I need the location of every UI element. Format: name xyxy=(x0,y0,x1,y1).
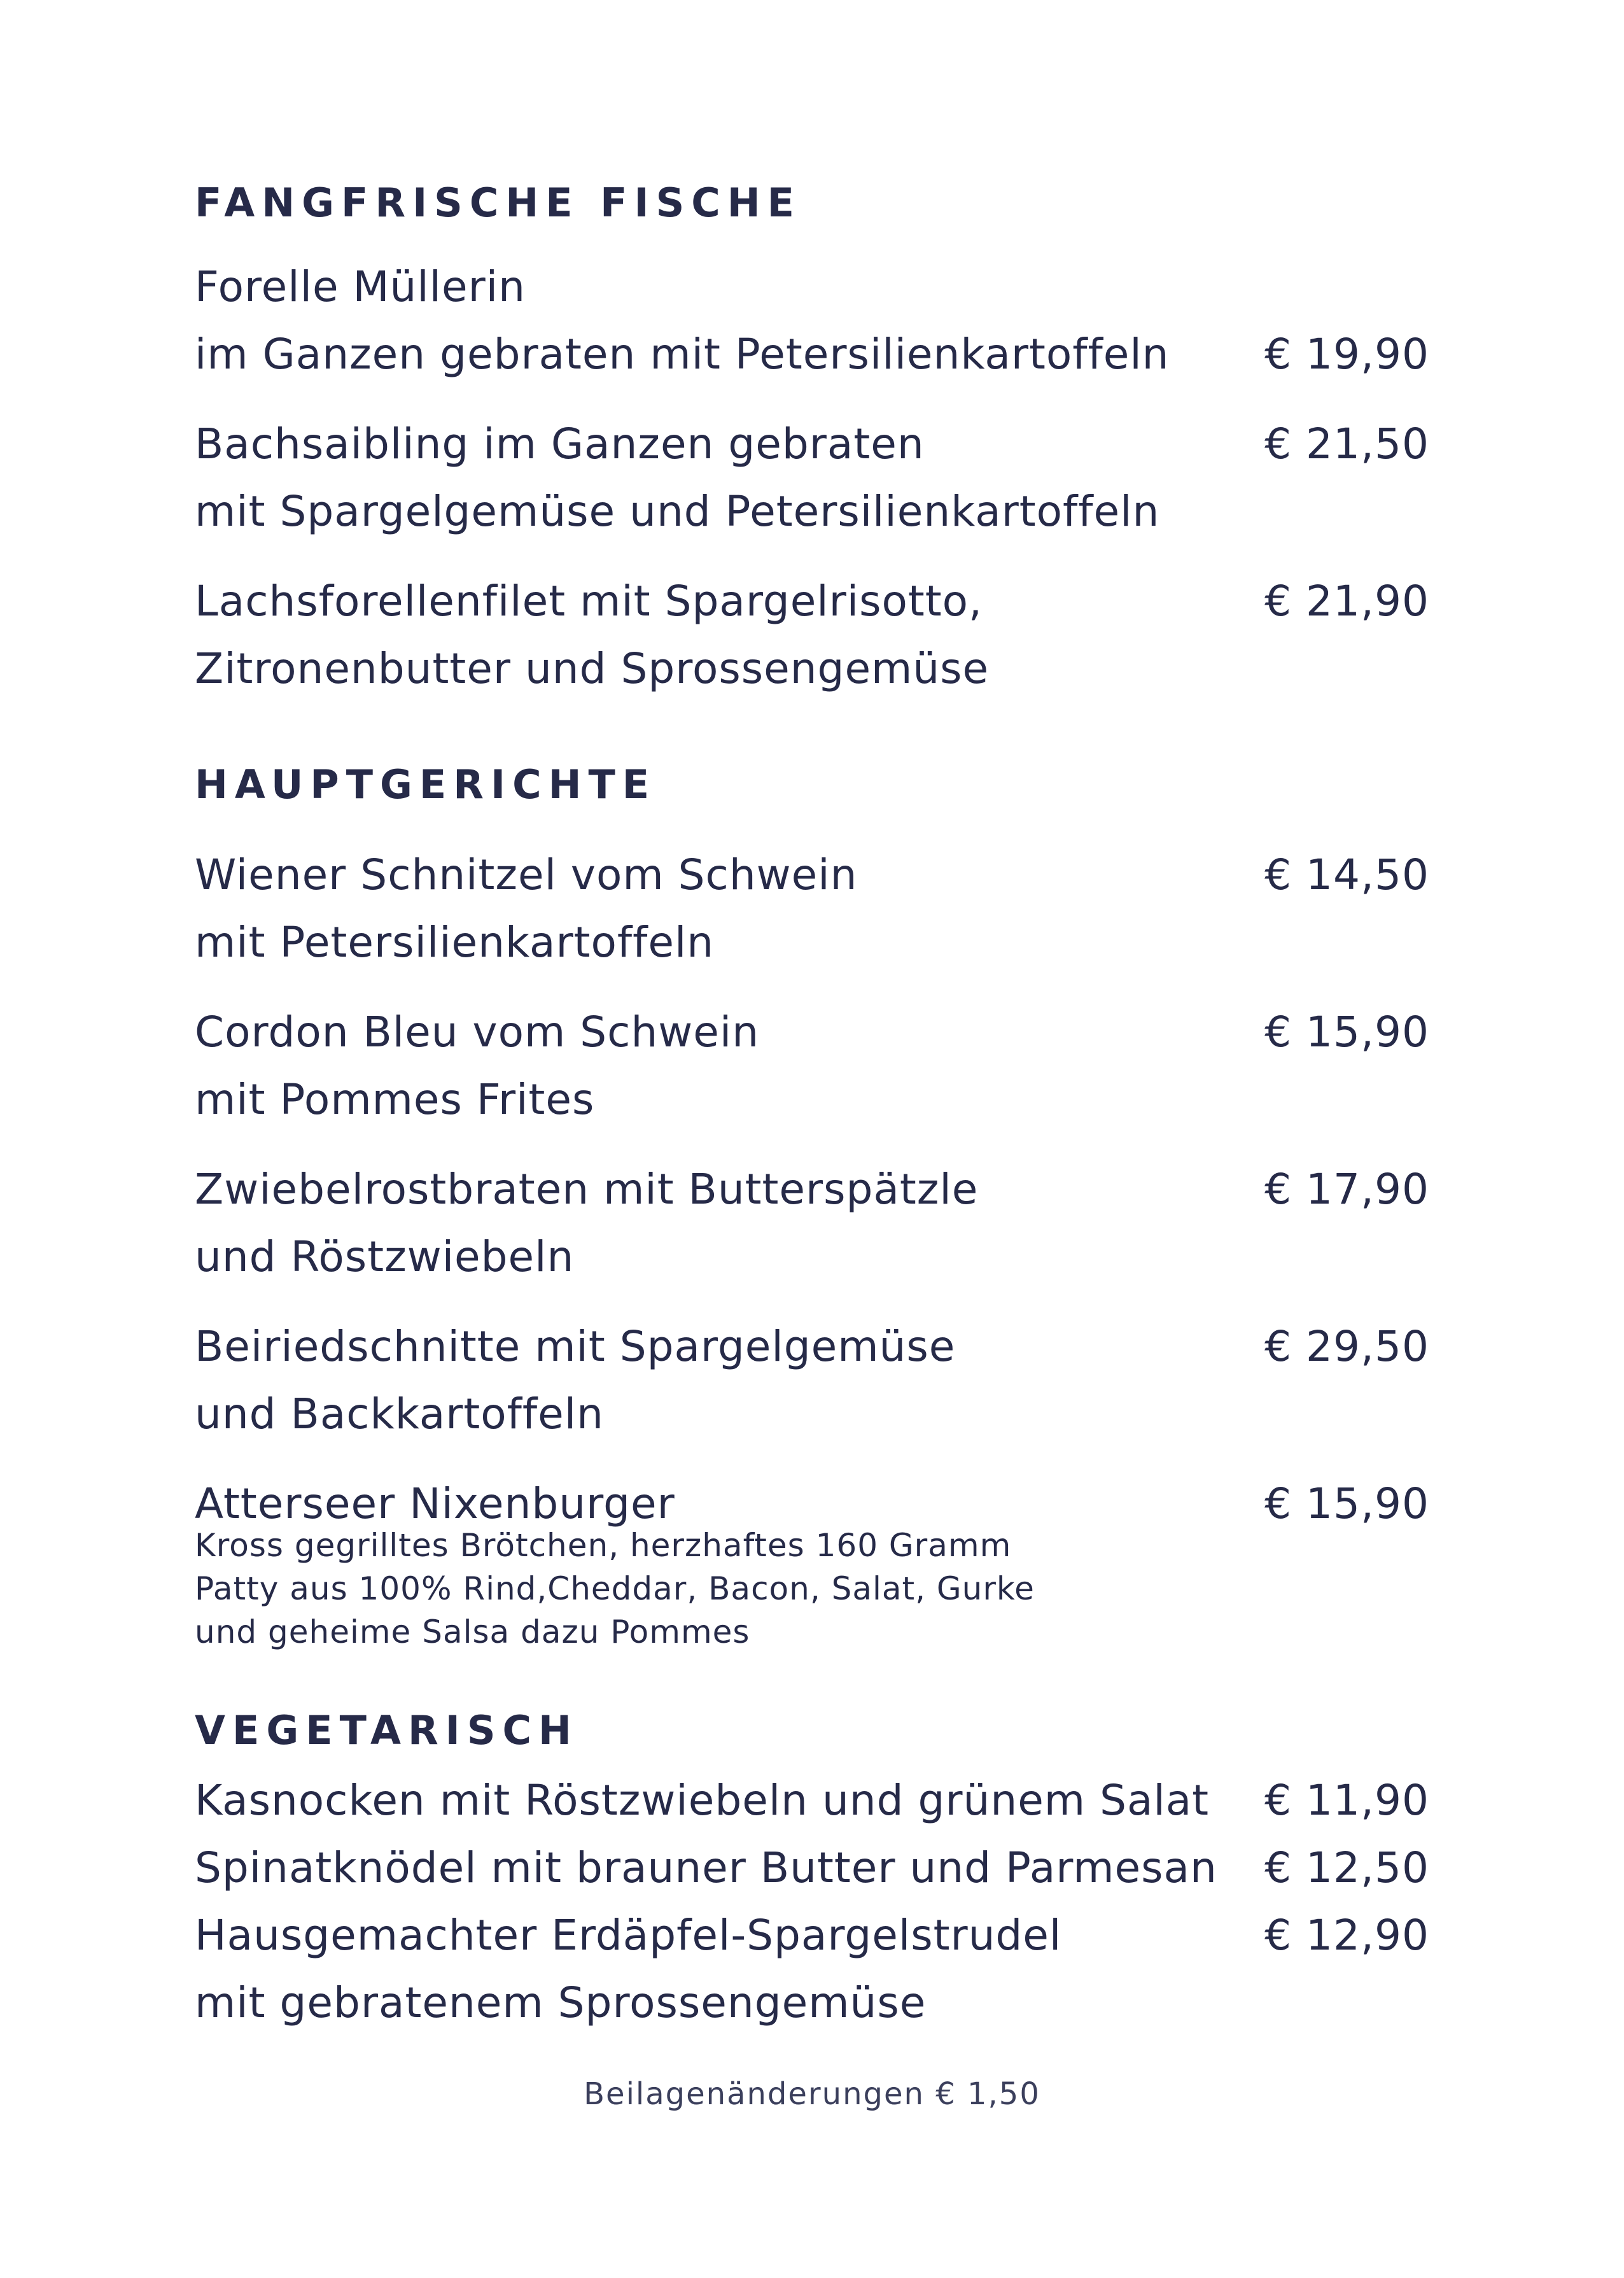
menu-item-subline: mit Spargelgemüse und Petersilienkartoffeln xyxy=(195,487,1160,536)
menu-item xyxy=(195,1767,1429,1834)
menu-item-description xyxy=(195,1767,1209,1834)
menu-item-price: € 15,90 xyxy=(1264,1479,1429,1528)
menu-item-subline: mit Petersilienkartoffeln xyxy=(195,918,715,967)
menu-item-price: € 15,90 xyxy=(1264,1008,1429,1057)
menu-item-description xyxy=(195,1902,1061,2037)
menu-item-price: € 12,50 xyxy=(1264,1843,1429,1892)
menu-item-description xyxy=(195,999,759,1134)
menu-item-description xyxy=(195,253,1169,388)
menu-item-detail: und geheime Salsa dazu Pommes xyxy=(195,1614,750,1650)
menu-item-price: € 21,90 xyxy=(1264,577,1429,626)
menu-item xyxy=(195,411,1429,545)
menu-item-subline: im Ganzen gebraten mit Petersilienkartoffeln xyxy=(195,330,1170,379)
menu-page xyxy=(195,0,1429,2278)
menu-item-subline: und Röstzwiebeln xyxy=(195,1232,575,1281)
menu-item-name: Spinatknödel mit brauner Butter und Parmesan xyxy=(195,1843,1217,1892)
menu-item-name: Wiener Schnitzel vom Schwein xyxy=(195,850,858,899)
menu-item-name: Zwiebelrostbraten mit Butterspätzle xyxy=(195,1165,979,1214)
menu-item-detail: Kross gegrilltes Brötchen, herzhaftes 160 Gramm xyxy=(195,1527,1012,1564)
section-title-main-courses: HAUPTGERICHTE xyxy=(195,761,657,808)
menu-item-description xyxy=(195,411,1159,545)
menu-item-subline: mit Pommes Frites xyxy=(195,1075,595,1124)
menu-item xyxy=(195,568,1429,703)
menu-item-price: € 17,90 xyxy=(1264,1165,1429,1214)
menu-item-subline: mit gebratenem Sprossengemüse xyxy=(195,1978,927,2027)
section-title-vegetarian: VEGETARISCH xyxy=(195,1707,578,1754)
menu-item-price: € 11,90 xyxy=(1264,1776,1429,1825)
menu-item xyxy=(195,1313,1429,1448)
menu-item xyxy=(195,999,1429,1134)
menu-item-description xyxy=(195,568,989,703)
menu-item-name: Cordon Bleu vom Schwein xyxy=(195,1008,760,1057)
section-title-fish: FANGFRISCHE FISCHE xyxy=(195,179,801,226)
side-dish-change-note: Beilagenänderungen € 1,50 xyxy=(584,2076,1040,2112)
menu-item-description xyxy=(195,1834,1217,1902)
menu-item xyxy=(195,1902,1429,2037)
menu-item-detail: Patty aus 100% Rind,Cheddar, Bacon, Salat, Gurke xyxy=(195,1570,1035,1607)
menu-item-price: € 19,90 xyxy=(1264,330,1429,379)
menu-item-name: Beiriedschnitte mit Spargelgemüse xyxy=(195,1322,956,1371)
menu-item-description xyxy=(195,1313,955,1448)
menu-item-description xyxy=(195,841,857,976)
menu-item xyxy=(195,1470,1429,1654)
menu-item-price: € 29,50 xyxy=(1264,1322,1429,1371)
menu-item-subline: Zitronenbutter und Sprossengemüse xyxy=(195,644,990,693)
menu-item-name: Kasnocken mit Röstzwiebeln und grünem Salat xyxy=(195,1776,1210,1825)
menu-item xyxy=(195,841,1429,976)
menu-item xyxy=(195,1156,1429,1291)
menu-item-price: € 12,90 xyxy=(1264,1911,1429,1960)
menu-item-name: Atterseer Nixenburger xyxy=(195,1479,675,1528)
menu-item-name: Hausgemachter Erdäpfel-Spargelstrudel xyxy=(195,1911,1062,1960)
menu-item-price: € 21,50 xyxy=(1264,419,1429,468)
menu-item-description xyxy=(195,1156,978,1291)
menu-item xyxy=(195,1834,1429,1902)
menu-item xyxy=(195,253,1429,388)
menu-item-price: € 14,50 xyxy=(1264,850,1429,899)
menu-item-subline: und Backkartoffeln xyxy=(195,1389,604,1438)
menu-item-name: Forelle Müllerin xyxy=(195,262,526,311)
menu-item-description xyxy=(195,1470,1035,1654)
menu-item-name: Lachsforellenfilet mit Spargelrisotto, xyxy=(195,577,983,626)
menu-item-name: Bachsaibling im Ganzen gebraten xyxy=(195,419,925,468)
